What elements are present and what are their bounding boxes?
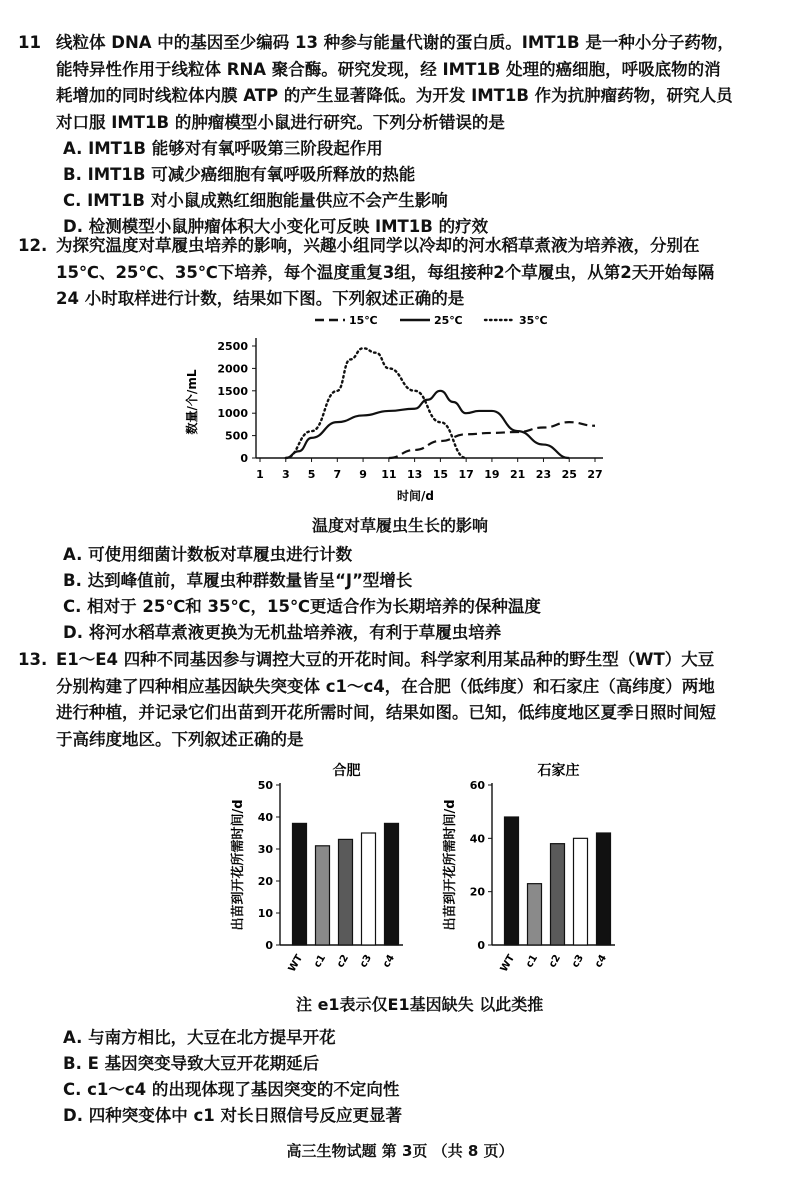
legend-label: 25℃ bbox=[434, 314, 463, 327]
q13-option-d: D. 四种突变体中 c1 对长日照信号反应更显著 bbox=[63, 1106, 402, 1125]
x-tick-label: 19 bbox=[484, 468, 500, 481]
bar-WT bbox=[293, 823, 307, 945]
x-tick-label: c1 bbox=[312, 953, 329, 970]
legend-label: 15℃ bbox=[349, 314, 378, 327]
q13-option-a: A. 与南方相比，大豆在北方提早开花 bbox=[63, 1028, 336, 1047]
bar-c4 bbox=[385, 823, 399, 945]
page-footer: 高三生物试题 第 3页 （共 8 页） bbox=[286, 1142, 514, 1160]
q12-stem-line: 15℃、25℃、35℃下培养，每个温度重复3组，每组接种2个草履虫，从第2天开始每隔 bbox=[56, 262, 715, 282]
q11-stem-line: 11 线粒体 DNA 中的基因至少编码 13 种参与能量代谢的蛋白质。IMT1B 是一种小分子药物， bbox=[18, 30, 788, 57]
question-13-options bbox=[18, 1025, 788, 1129]
question-13 bbox=[18, 647, 788, 753]
x-tick-label: c3 bbox=[358, 953, 375, 970]
y-tick-label: 0 bbox=[240, 452, 248, 465]
q13-stem-line: 于高纬度地区。下列叙述正确的是 bbox=[56, 729, 304, 749]
q12-stem-line: 12. 为探究温度对草履虫培养的影响，兴趣小组同学以冷却的河水稻草煮液为培养液，分别在 bbox=[18, 233, 788, 260]
y-tick-label: 20 bbox=[257, 875, 273, 888]
q12-option-a: A. 可使用细菌计数板对草履虫进行计数 bbox=[63, 545, 353, 564]
bar-chart-title: 石家庄 bbox=[537, 763, 580, 779]
q11-option-c: C. IMT1B 对小鼠成熟红细胞能量供应不会产生影响 bbox=[63, 191, 448, 211]
bar-c3 bbox=[574, 838, 588, 945]
x-tick-label: 1 bbox=[256, 468, 264, 481]
y-tick-label: 0 bbox=[477, 939, 485, 952]
q12-number: 12. bbox=[18, 236, 48, 255]
bar-c2 bbox=[339, 839, 353, 945]
y-axis-label: 数量/个/mL bbox=[185, 369, 199, 435]
x-tick-label: c2 bbox=[335, 953, 352, 970]
q11-stem-line: 耗增加的同时线粒体内膜 ATP 的产生显著降低。为开发 IMT1B 作为抗肿瘤药物，研究人员 bbox=[56, 86, 733, 106]
x-tick-label: 7 bbox=[333, 468, 342, 481]
q11-option-a: A. IMT1B 能够对有氧呼吸第三阶段起作用 bbox=[63, 139, 383, 159]
question-12 bbox=[18, 233, 788, 313]
y-tick-label: 500 bbox=[225, 429, 248, 443]
temperature-line-chart bbox=[180, 308, 620, 508]
y-tick-label: 2000 bbox=[217, 362, 248, 376]
hefei-bar-chart bbox=[228, 755, 418, 990]
x-tick-label: 5 bbox=[307, 468, 316, 481]
q11-stem-line: 能特异性作用于线粒体 RNA 聚合酶。研究发现，经 IMT1B 处理的癌细胞，呼吸底物的消 bbox=[56, 59, 721, 79]
x-tick-label: 3 bbox=[281, 468, 290, 481]
q11-number: 11 bbox=[18, 33, 41, 52]
x-tick-label: WT bbox=[286, 953, 306, 974]
y-tick-label: 40 bbox=[257, 811, 273, 824]
y-tick-label: 30 bbox=[257, 843, 273, 856]
q12-option-b: B. 达到峰值前，草履虫种群数量皆呈“J”型增长 bbox=[63, 571, 413, 590]
q12-option-d: D. 将河水稻草煮液更换为无机盐培养液，有利于草履虫培养 bbox=[63, 623, 502, 642]
q13-stem-line: 进行种植，并记录它们出苗到开花所需时间，结果如图。已知，低纬度地区夏季日照时间短 bbox=[56, 703, 716, 723]
x-tick-label: WT bbox=[498, 953, 518, 974]
question-11 bbox=[18, 30, 788, 240]
x-tick-label: 9 bbox=[359, 468, 367, 481]
bar-WT bbox=[505, 817, 519, 945]
y-axis-label: 出苗到开花所需时间/d bbox=[231, 799, 246, 931]
y-tick-label: 0 bbox=[265, 939, 273, 952]
x-tick-label: 15 bbox=[432, 468, 449, 481]
q12-stem-line: 24 小时取样进行计数，结果如下图。下列叙述正确的是 bbox=[56, 289, 465, 309]
bar-c1 bbox=[528, 884, 542, 945]
x-axis-label: 时间/d bbox=[397, 489, 434, 503]
x-tick-label: c1 bbox=[524, 953, 541, 970]
y-tick-label: 20 bbox=[469, 885, 485, 899]
x-tick-label: 27 bbox=[587, 468, 603, 481]
q13-stem-line: 分别构建了四种相应基因缺失突变体 c1～c4，在合肥（低纬度）和石家庄（高纬度）两地 bbox=[56, 676, 715, 696]
series-line-15℃ bbox=[389, 422, 595, 458]
bar-c3 bbox=[362, 833, 376, 945]
bar-chart-title: 合肥 bbox=[332, 763, 361, 779]
x-tick-label: 25 bbox=[561, 468, 577, 481]
q12-option-c: C. 相对于 25℃和 35℃，15℃更适合作为长期培养的保种温度 bbox=[63, 597, 541, 616]
x-tick-label: c4 bbox=[381, 953, 398, 970]
series-line-35℃ bbox=[286, 348, 466, 458]
x-tick-label: 17 bbox=[458, 468, 474, 481]
bar-c2 bbox=[551, 844, 565, 945]
x-tick-label: 21 bbox=[510, 468, 526, 481]
bar-c4 bbox=[597, 833, 611, 945]
bar-c1 bbox=[316, 846, 330, 945]
q13-option-b: B. E 基因突变导致大豆开花期延后 bbox=[63, 1054, 320, 1073]
bar-chart-note: 注 e1表示仅E1基因缺失 以此类推 bbox=[296, 995, 544, 1014]
x-tick-label: c2 bbox=[547, 953, 564, 970]
legend-label: 35℃ bbox=[519, 314, 548, 327]
x-tick-label: 11 bbox=[381, 468, 397, 481]
y-tick-label: 50 bbox=[257, 779, 273, 792]
y-tick-label: 40 bbox=[469, 832, 485, 846]
x-tick-label: 23 bbox=[535, 468, 552, 481]
q11-option-d: D. 检测模型小鼠肿瘤体积大小变化可反映 IMT1B 的疗效 bbox=[63, 217, 489, 237]
y-tick-label: 2500 bbox=[217, 340, 248, 353]
x-tick-label: c3 bbox=[570, 953, 587, 970]
x-tick-label: 13 bbox=[406, 468, 423, 481]
shijiazhuang-bar-chart bbox=[440, 755, 630, 990]
y-tick-label: 60 bbox=[469, 779, 485, 792]
y-tick-label: 1000 bbox=[217, 407, 248, 421]
y-tick-label: 1500 bbox=[217, 384, 248, 398]
chart-caption: 温度对草履虫生长的影响 bbox=[312, 516, 489, 535]
q13-number: 13. bbox=[18, 650, 48, 669]
x-tick-label: c4 bbox=[593, 953, 610, 970]
question-12-options bbox=[18, 542, 788, 646]
q11-option-b: B. IMT1B 可减少癌细胞有氧呼吸所释放的热能 bbox=[63, 165, 416, 185]
q11-stem-line: 对口服 IMT1B 的肿瘤模型小鼠进行研究。下列分析错误的是 bbox=[56, 112, 505, 132]
q13-stem-line: 13. E1～E4 四种不同基因参与调控大豆的开花时间。科学家利用某品种的野生型（WT）大豆 bbox=[18, 647, 788, 674]
q13-option-c: C. c1～c4 的出现体现了基因突变的不定向性 bbox=[63, 1080, 400, 1099]
y-tick-label: 10 bbox=[257, 907, 273, 920]
y-axis-label: 出苗到开花所需时间/d bbox=[443, 799, 458, 931]
